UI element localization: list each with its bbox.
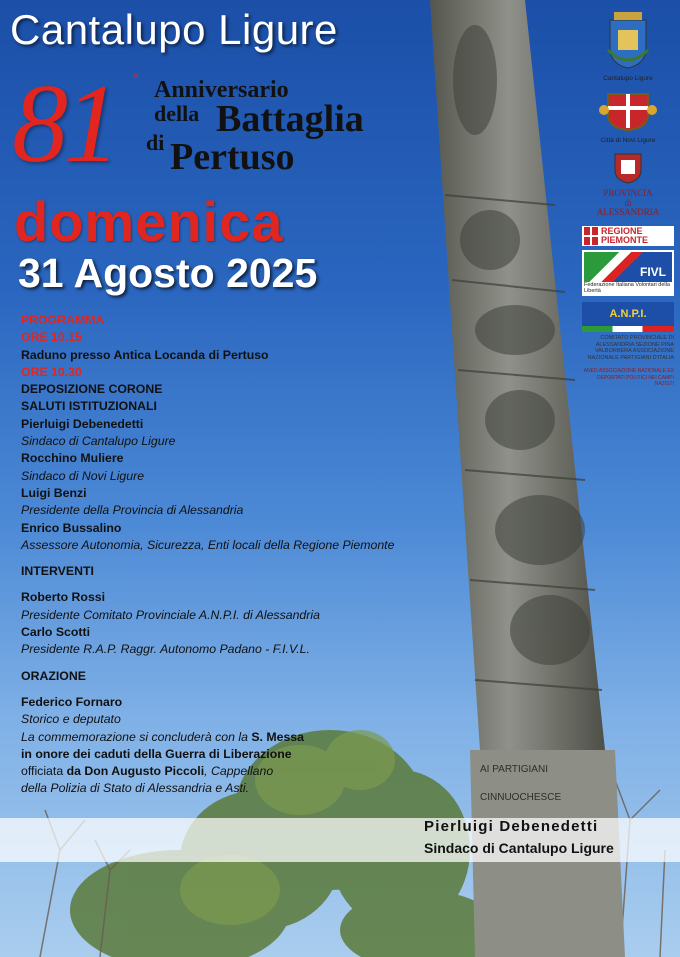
closing-line-1 <box>21 729 451 746</box>
closing-line-2: in onore dei caduti della Guerra di Liberazione <box>21 746 292 761</box>
anniversary-number: 81 <box>12 62 116 186</box>
program-heading: PROGRAMMA <box>21 313 105 327</box>
orator-name: Federico Fornaro <box>21 694 123 709</box>
di-label: di <box>146 130 165 155</box>
speaker-role: Presidente della Provincia di Alessandria <box>21 503 244 518</box>
logo-anpi <box>582 302 674 388</box>
speaker-name: Enrico Bussalino <box>21 520 122 535</box>
pertuso-label: Pertuso <box>170 136 295 178</box>
intervento-name: Roberto Rossi <box>21 590 106 605</box>
speaker-role: Sindaco di Cantalupo Ligure <box>21 434 176 449</box>
sponsor-logos <box>582 10 674 388</box>
logo-cantalupo: Cantalupo Ligure <box>582 10 674 82</box>
regione-line-1: REGIONE <box>601 225 643 236</box>
provincia-line-3: ALESSANDRIA <box>596 207 660 218</box>
novi-crest-icon <box>598 88 658 132</box>
speaker-role: Sindaco di Novi Ligure <box>21 468 145 483</box>
fivl-label: FIVL <box>640 264 666 279</box>
closing-line-3 <box>21 763 451 780</box>
closing-3b: da Don Augusto Piccoli <box>66 764 205 779</box>
provincia-line-2: di <box>624 197 632 208</box>
speaker-name: Rocchino Muliere <box>21 451 124 466</box>
orator-role: Storico e deputato <box>21 712 121 727</box>
fivl-sub: Federazione Italiana Volontari della Libertà <box>584 281 670 294</box>
speaker-name: Luigi Benzi <box>21 485 87 500</box>
inscription-line-1: AI PARTIGIANI <box>480 764 548 775</box>
closing-1a: La commemorazione si concluderà con la <box>21 729 252 744</box>
signature-name: Pierluigi Debenedetti <box>424 818 599 835</box>
anniversary-label: Anniversario <box>154 77 289 103</box>
signature-role: Sindaco di Cantalupo Ligure <box>424 840 614 856</box>
weekday-label: domenica <box>14 190 284 253</box>
logo-provincia <box>582 150 674 217</box>
fivl-flag-icon <box>584 252 672 282</box>
program-section <box>21 312 451 798</box>
anpi-banner <box>582 302 674 326</box>
event-date: 31 Agosto 2025 <box>18 250 318 296</box>
closing-1b: S. Messa <box>251 729 304 744</box>
closing-3a: officiata <box>21 764 67 779</box>
event-1: Raduno presso Antica Locanda di Pertuso <box>21 347 269 362</box>
anniversary-ordinal: ° <box>133 72 139 87</box>
della-label: della <box>154 101 200 126</box>
anpi-label: A.N.P.I. <box>609 307 647 320</box>
logo-fivl <box>582 250 674 296</box>
speaker-name: Pierluigi Debenedetti <box>21 416 144 431</box>
aned-label: ANED ASSOCIAZIONE NAZIONALE EX DEPORTATI POLITICI NEI CAMPI NAZISTI <box>583 368 674 388</box>
provincia-line-1: PROVINCIA <box>603 188 653 199</box>
anpi-sub: COMITATO PROVINCIALE DI ALESSANDRIA SEZIONE PINA VALBORBERA ASSOCIAZIONE NAZIONALE PARTIGIANI D'ITALIA <box>587 334 674 362</box>
inscription-line-3: CINNUOCHESCE <box>480 792 562 803</box>
regione-line-2: PIEMONTE <box>601 234 649 245</box>
closing-line-4: della Polizia di Stato di Alessandria e Asti. <box>21 781 250 796</box>
town-title: Cantalupo Ligure <box>10 6 338 53</box>
intervento-name: Carlo Scotti <box>21 625 91 640</box>
time-2: ORE 10.30 <box>21 364 82 379</box>
cantalupo-crest-icon <box>606 10 650 70</box>
logo-novi: Città di Novi Ligure <box>582 88 674 144</box>
intervento-role: Presidente Comitato Provinciale A.N.P.I. di Alessandria <box>21 607 320 622</box>
regione-flag-icon <box>584 227 598 245</box>
interventi-heading: INTERVENTI <box>21 564 94 579</box>
speaker-role: Assessore Autonomia, Sicurezza, Enti locali della Regione Piemonte <box>21 537 395 552</box>
battaglia-label: Battaglia <box>216 98 364 140</box>
closing-3c: , Cappellano <box>204 764 274 779</box>
orazione-heading: ORAZIONE <box>21 668 86 683</box>
event-2b: SALUTI ISTITUZIONALI <box>21 399 157 414</box>
provincia-crest-icon <box>613 150 643 184</box>
intervento-role: Presidente R.A.P. Raggr. Autonomo Padano - F.I.V.L. <box>21 642 310 657</box>
event-2a: DEPOSIZIONE CORONE <box>21 382 163 397</box>
anpi-tricolor <box>582 326 674 332</box>
time-1: ORE 10.15 <box>21 330 82 345</box>
logo-regione <box>582 226 674 246</box>
